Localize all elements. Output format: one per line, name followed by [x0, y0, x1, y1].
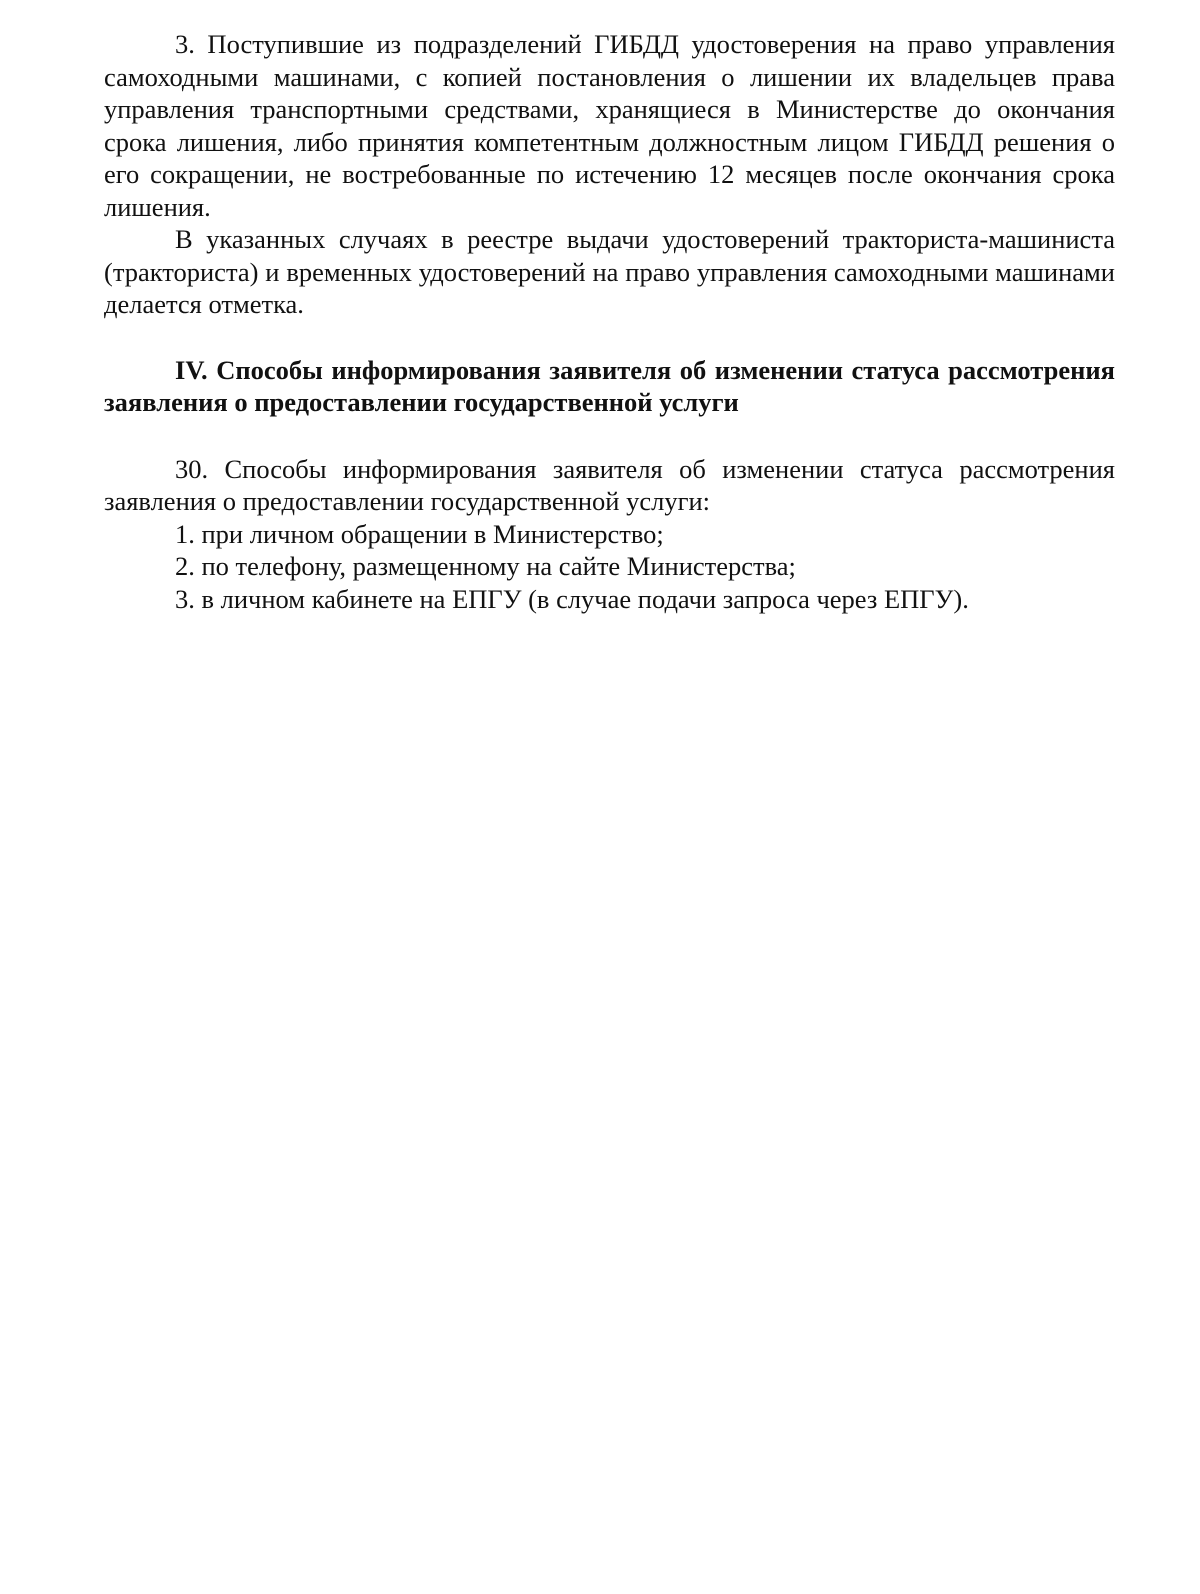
document-page — [104, 28, 1115, 615]
paragraph-registry-note: В указанных случаях в реестре выдачи удостоверений тракториста-машиниста (тракториста) и временных удостоверений на право управления самоходными машинами делается отметка. — [104, 224, 1115, 319]
paragraph-item-3: 3. Поступившие из подразделений ГИБДД удостоверения на право управления самоходными машинами, с копией постановления о лишении их владельцев права управления транспортными средствами, хранящиеся в Министерстве до окончания срока лишения, либо принятия компетентным должностным лицом ГИБДД решения о его сокращении, не востребованные по истечению 12 месяцев после окончания срока лишения. — [104, 29, 1115, 222]
list-item-2: 2. по телефону, размещенному на сайте Министерства; — [175, 551, 796, 581]
list-item-3: 3. в личном кабинете на ЕПГУ (в случае подачи запроса через ЕПГУ). — [175, 583, 969, 614]
paragraph-item-30: 30. Способы информирования заявителя об изменении статуса рассмотрения заявления о предоставлении государственной услуги: — [104, 453, 1115, 516]
section-heading-iv: IV. Способы информирования заявителя об изменении статуса рассмотрения заявления о предоставлении государственной услуги — [104, 354, 1115, 417]
list-item-1: 1. при личном обращении в Министерство; — [175, 518, 664, 549]
